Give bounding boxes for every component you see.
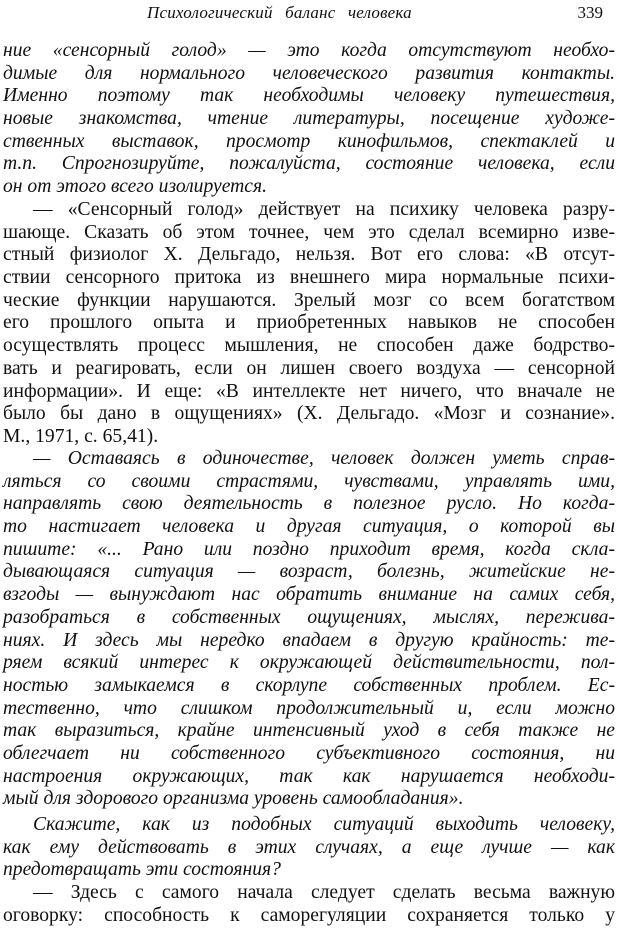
paragraph-answer-2 <box>3 882 615 927</box>
text-line: как ему действовать в этих случаях, а еще лучше — как <box>3 836 615 858</box>
text-line: ние «сенсорный голод» — это когда отсутствуют необхо- <box>3 40 615 61</box>
text-line: предотвращать эти состояния? <box>3 859 281 881</box>
text-line: шающе. Сказать об этом точнее, чем это сделал всемирно изве- <box>3 221 615 243</box>
text-line: он от этого всего изолируется. <box>3 176 268 198</box>
text-line: информации». И еще: «В интеллекте нет ничего, что вначале не <box>3 380 615 402</box>
text-line: т.п. Спрогнозируйте, пожалуйста, состояние человека, если <box>3 153 615 175</box>
text-line: — Оставаясь в одиночестве, человек должен уметь справ- <box>33 448 615 469</box>
text-line: пишите: «... Рано или поздно приходит время, когда скла- <box>3 538 615 560</box>
paragraph-answer-1 <box>3 199 615 449</box>
text-line: ностью замыкаемся в скорлупе собственных проблем. Ес- <box>3 674 615 696</box>
text-line: направлять свою деятельность в полезное русло. Но когда- <box>3 493 615 515</box>
text-line: — «Сенсорный голод» действует на психику человека разру- <box>33 199 615 220</box>
text-line: оговорку: способность к саморегуляции сохраняется только у <box>3 904 615 926</box>
text-line: то настигает человека и другая ситуация, о которой вы <box>3 516 615 538</box>
text-line: — Здесь с самого начала следует сделать весьма важную <box>33 882 615 903</box>
text-line: вать и реагировать, если он лишен своего воздуха — сенсорной <box>3 357 615 379</box>
text-line: облегчает ни собственного субъективного состояния, ни <box>3 742 615 764</box>
text-line: взгоды — вынуждают нас обратить внимание на самих себя, <box>3 584 615 606</box>
text-line: ственных выставок, просмотр кинофильмов, спектаклей и <box>3 130 615 152</box>
paragraph-question-3 <box>3 814 615 882</box>
text-line: так выразиться, крайне интенсивный уход в себя также не <box>3 720 615 742</box>
text-line: М., 1971, с. 65,41). <box>3 425 159 447</box>
text-line: ниях. И здесь мы нередко впадаем в другую крайность: те- <box>3 629 615 651</box>
text-line: разобраться в собственных ощущениях, мыслях, пережива- <box>3 606 615 628</box>
text-line: ческие функции нарушаются. Зрелый мозг со всем богатством <box>3 289 615 311</box>
text-line: стный физиолог Х. Дельгадо, нельзя. Вот его слова: «В отсут- <box>3 244 615 266</box>
text-line: мый для здорового организма уровень самообладания». <box>3 788 464 810</box>
text-line: новые знакомства, чтение литературы, посещение художе- <box>3 108 615 130</box>
paragraph-question-2 <box>3 448 615 811</box>
text-line: его прошлого опыта и приобретенных навыков не способен <box>3 312 615 334</box>
text-line: димые для нормального человеческого развития контакты. <box>3 62 615 84</box>
text-line: Именно поэтому так необходимы человеку путешествия, <box>3 85 615 107</box>
text-line: ствии сенсорного притока из внешнего мира нормальные психи- <box>3 267 615 289</box>
page-header <box>0 3 620 29</box>
text-line: настроения окружающих, так как нарушается необходи- <box>3 765 615 787</box>
running-title: Психологический баланс человека <box>147 3 412 22</box>
paragraph-question-1 <box>3 40 615 199</box>
text-line: было бы дано в ощущениях» (Х. Дельгадо. «Мозг и сознание». <box>3 403 615 425</box>
page-number: 339 <box>577 3 603 22</box>
text-line: Скажите, как из подобных ситуаций выходить человеку, <box>33 814 615 835</box>
text-line: ляться со своими страстями, чувствами, управлять ими, <box>3 470 615 492</box>
text-line: осуществлять процесс мышления, не способен даже бодрство- <box>3 335 615 357</box>
text-line: дывающаяся ситуация — возраст, болезнь, житейские не- <box>3 561 615 583</box>
text-line: тественно, что слишком продолжительный и, если можно <box>3 697 615 719</box>
text-line: ряем всякий интерес к окружающей действительности, пол- <box>3 652 615 674</box>
